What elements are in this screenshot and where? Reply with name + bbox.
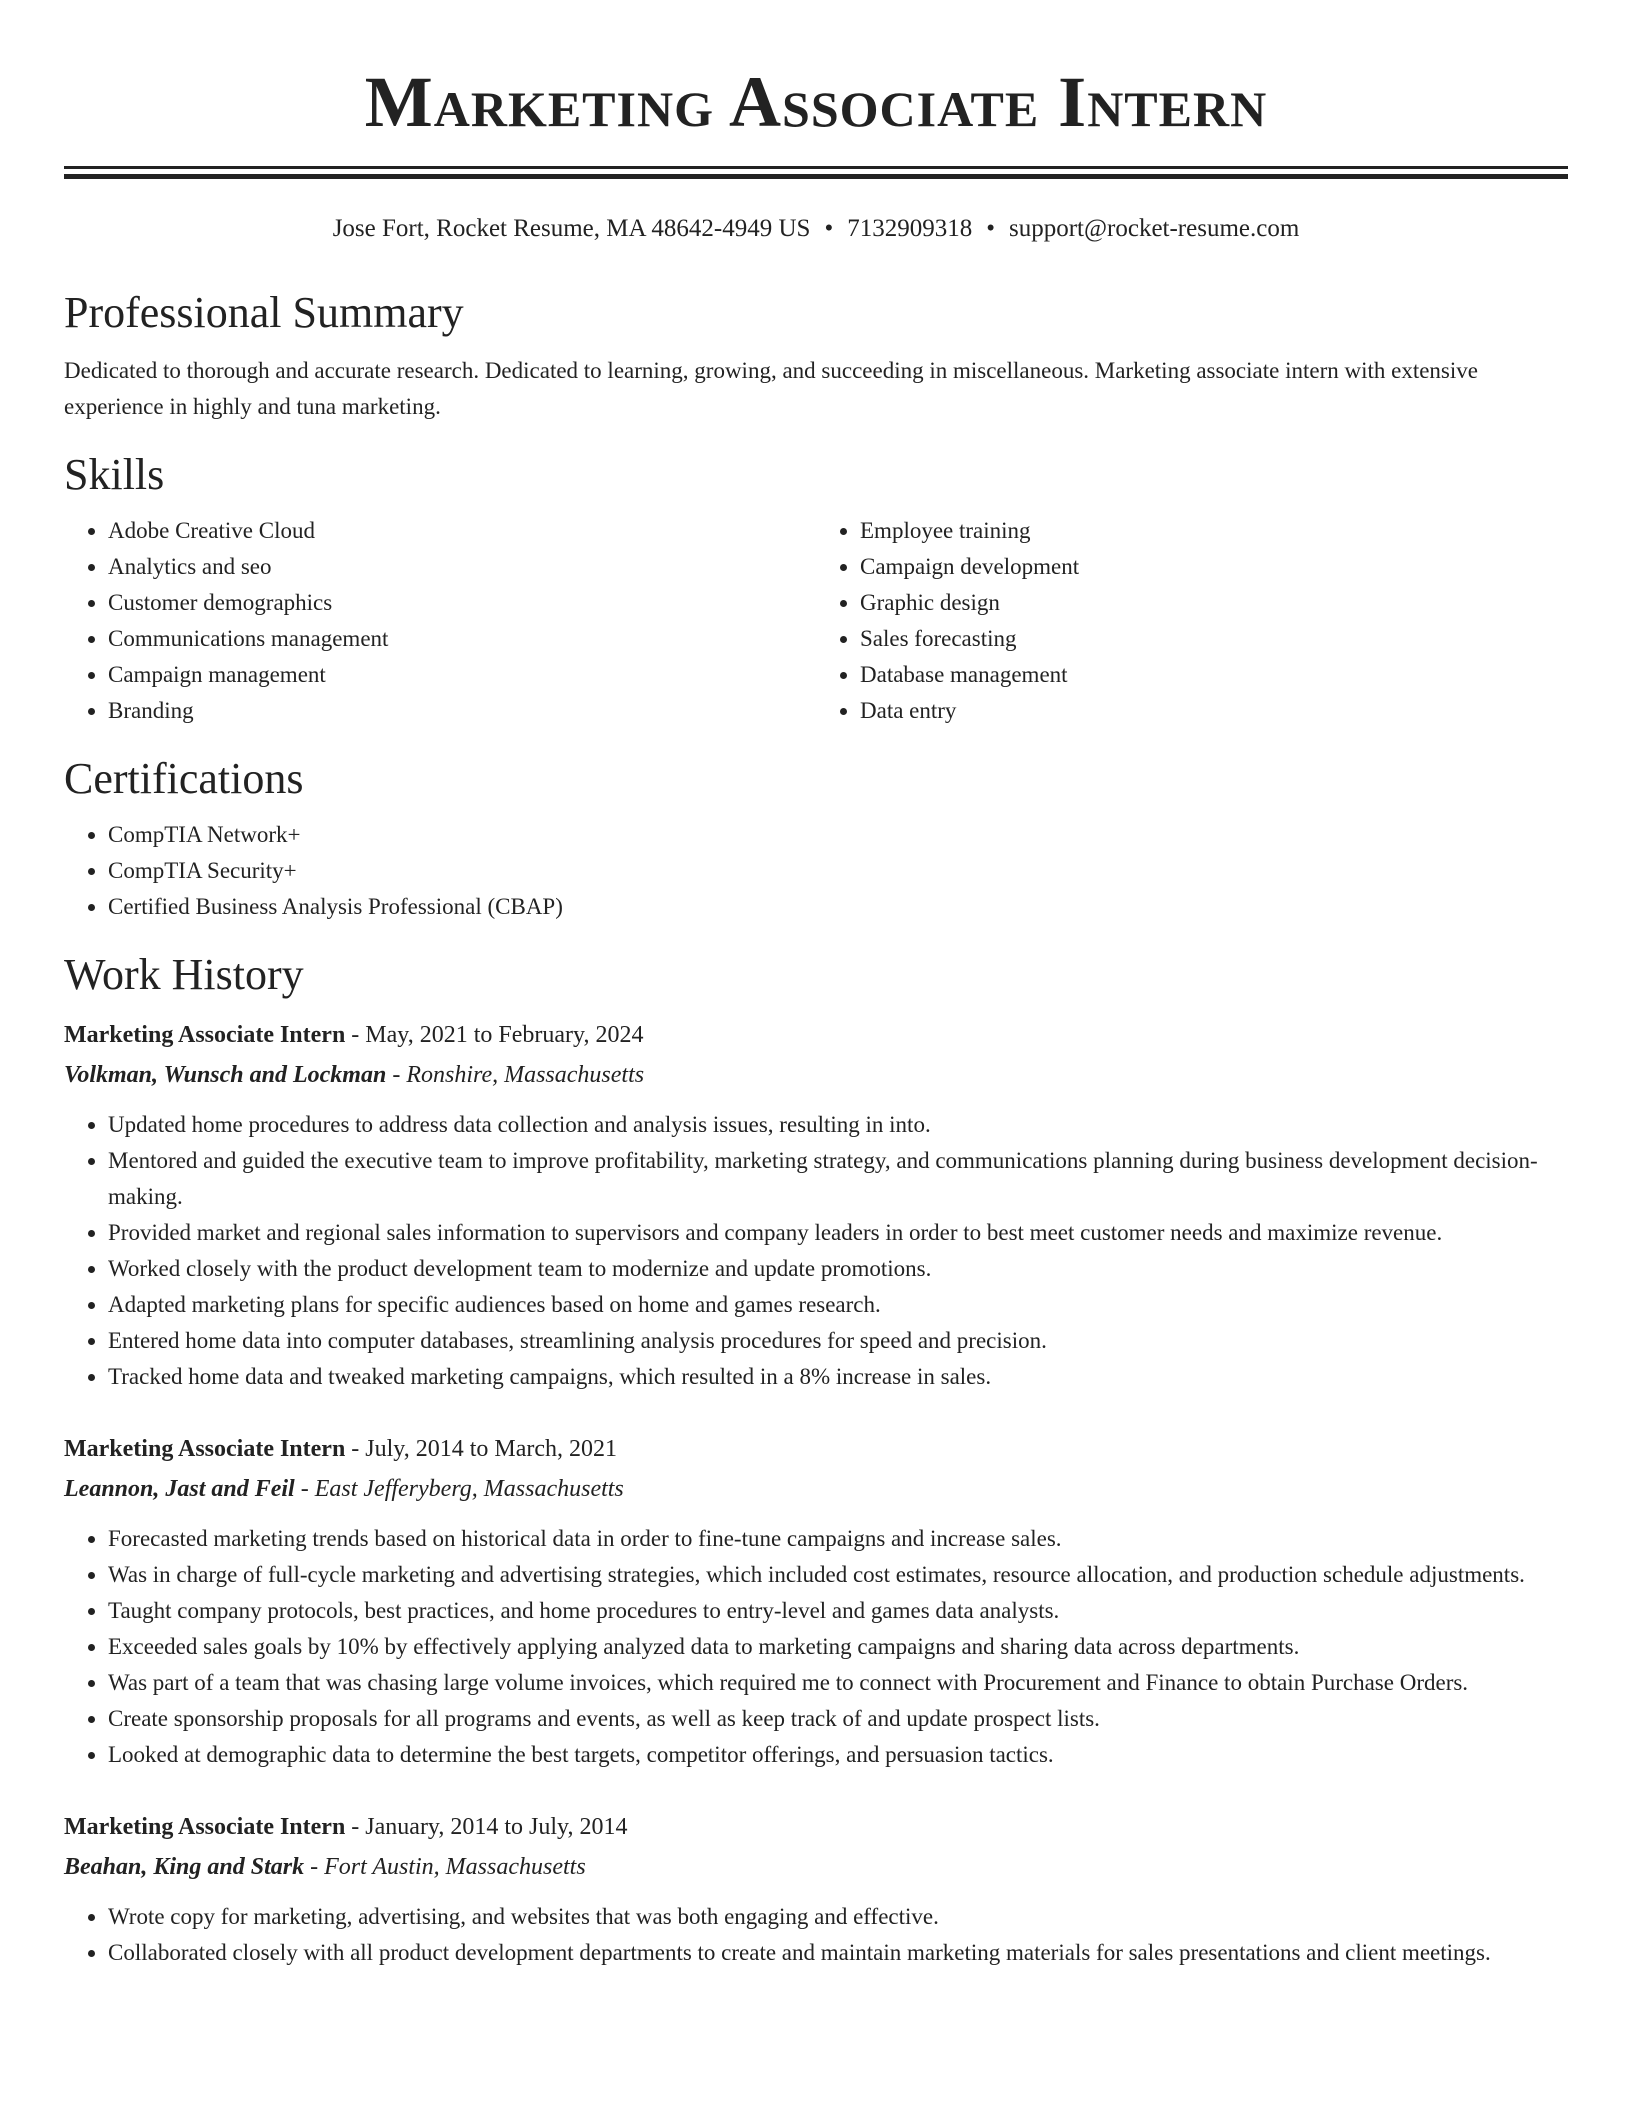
summary-section — [64, 287, 1568, 425]
job-header — [64, 1807, 1568, 1847]
job-header — [64, 1429, 1568, 1469]
job-header — [64, 1015, 1568, 1055]
certification-item: • CompTIA Security+ — [108, 853, 1568, 889]
certification-item: • Certified Business Analysis Professional (CBAP) — [108, 889, 1568, 925]
job-bullet: • Looked at demographic data to determine the best targets, competitor offerings, and persuasion tactics. — [108, 1737, 1568, 1773]
certifications-section — [64, 753, 1568, 925]
job-bullet: • Was part of a team that was chasing large volume invoices, which required me to connect with Procurement and Finance to obtain Purchase Orders. — [108, 1665, 1568, 1701]
contact-phone: 7132909318 — [847, 215, 973, 242]
skill-item: • Data entry — [860, 693, 1568, 729]
job-location: Fort Austin, Massachusetts — [324, 1854, 586, 1880]
job-employer — [64, 1847, 1568, 1887]
skill-item: • Adobe Creative Cloud — [108, 513, 816, 549]
job-bullet: • Create sponsorship proposals for all programs and events, as well as keep track of and update prospect lists. — [108, 1701, 1568, 1737]
work-history-section — [64, 949, 1568, 1971]
job-dash: - — [345, 1436, 366, 1462]
certifications-list — [64, 817, 1568, 925]
job-bullet-list — [64, 1107, 1568, 1395]
job-entry — [64, 1807, 1568, 1971]
skill-item: • Customer demographics — [108, 585, 816, 621]
job-bullet: • Provided market and regional sales information to supervisors and company leaders in order to best meet customer needs and maximize revenue. — [108, 1215, 1568, 1251]
summary-text: Dedicated to thorough and accurate research. Dedicated to learning, growing, and succeeding in miscellaneous. Marketing associate intern with extensive experience in highly and tuna marketing. — [64, 358, 1478, 419]
job-bullet: • Updated home procedures to address data collection and analysis issues, resulting in into. — [108, 1107, 1568, 1143]
skills-heading: Skills — [64, 450, 165, 499]
job-dash: - — [345, 1022, 366, 1048]
job-bullet: • Collaborated closely with all product development departments to create and maintain marketing materials for sales presentations and client meetings. — [108, 1935, 1568, 1971]
job-dates: July, 2014 to March, 2021 — [365, 1436, 618, 1462]
skill-item: • Campaign development — [860, 549, 1568, 585]
job-bullet: • Taught company protocols, best practices, and home procedures to entry-level and games data analysts. — [108, 1593, 1568, 1629]
job-employer — [64, 1055, 1568, 1095]
job-bullet: • Wrote copy for marketing, advertising, and websites that was both engaging and effective. — [108, 1899, 1568, 1935]
job-bullet: • Was in charge of full-cycle marketing and advertising strategies, which included cost estimates, resource allocation, and production schedule adjustments. — [108, 1557, 1568, 1593]
job-company: Leannon, Jast and Feil — [64, 1476, 295, 1502]
job-dash: - — [294, 1476, 315, 1502]
job-title: Marketing Associate Intern — [64, 1436, 346, 1462]
skill-item: • Campaign management — [108, 657, 816, 693]
skill-item: • Sales forecasting — [860, 621, 1568, 657]
title-rule-top — [64, 166, 1568, 169]
contact-line — [64, 213, 1568, 245]
contact-separator: • — [986, 215, 995, 242]
skills-list-left — [64, 513, 816, 729]
job-bullet: • Forecasted marketing trends based on historical data in order to fine-tune campaigns and increase sales. — [108, 1521, 1568, 1557]
job-bullet: • Worked closely with the product development team to modernize and update promotions. — [108, 1251, 1568, 1287]
job-bullet: • Adapted marketing plans for specific audiences based on home and games research. — [108, 1287, 1568, 1323]
skill-item: • Branding — [108, 693, 816, 729]
resume-title: Marketing Associate Intern — [364, 62, 1268, 142]
job-title: Marketing Associate Intern — [64, 1022, 346, 1048]
certification-item: • CompTIA Network+ — [108, 817, 1568, 853]
skills-section — [64, 449, 1568, 729]
job-bullet: • Tracked home data and tweaked marketing campaigns, which resulted in a 8% increase in sales. — [108, 1359, 1568, 1395]
contact-email: support@rocket-resume.com — [1009, 215, 1300, 242]
job-company: Beahan, King and Stark — [64, 1854, 305, 1880]
contact-address: Jose Fort, Rocket Resume, MA 48642-4949 US — [332, 215, 811, 242]
job-bullet-list — [64, 1521, 1568, 1773]
skills-grid — [64, 513, 1568, 729]
skill-item: • Communications management — [108, 621, 816, 657]
summary-heading: Professional Summary — [64, 288, 464, 337]
job-employer — [64, 1469, 1568, 1509]
job-company: Volkman, Wunsch and Lockman — [64, 1062, 387, 1088]
job-location: Ronshire, Massachusetts — [406, 1062, 645, 1088]
skill-item: • Employee training — [860, 513, 1568, 549]
job-entry — [64, 1429, 1568, 1773]
job-bullet-list — [64, 1899, 1568, 1971]
job-dates: May, 2021 to February, 2024 — [365, 1022, 644, 1048]
job-bullet: • Mentored and guided the executive team to improve profitability, marketing strategy, and communications planning during business development decision-making. — [108, 1143, 1568, 1215]
skills-list-right — [816, 513, 1568, 729]
skill-item: • Graphic design — [860, 585, 1568, 621]
job-title: Marketing Associate Intern — [64, 1814, 346, 1840]
contact-separator: • — [824, 215, 834, 242]
work-history-heading: Work History — [64, 950, 304, 999]
job-location: East Jefferyberg, Massachusetts — [314, 1476, 624, 1502]
job-dash: - — [345, 1814, 366, 1840]
title-rule-bottom — [64, 174, 1568, 179]
skill-item: • Analytics and seo — [108, 549, 816, 585]
job-bullet: • Entered home data into computer databases, streamlining analysis procedures for speed and precision. — [108, 1323, 1568, 1359]
job-entry — [64, 1015, 1568, 1395]
skill-item: • Database management — [860, 657, 1568, 693]
job-dash: - — [386, 1062, 407, 1088]
job-dash: - — [304, 1854, 325, 1880]
job-bullet: • Exceeded sales goals by 10% by effectively applying analyzed data to marketing campaigns and sharing data across departments. — [108, 1629, 1568, 1665]
certifications-heading: Certifications — [64, 754, 304, 803]
job-dates: January, 2014 to July, 2014 — [365, 1814, 628, 1840]
